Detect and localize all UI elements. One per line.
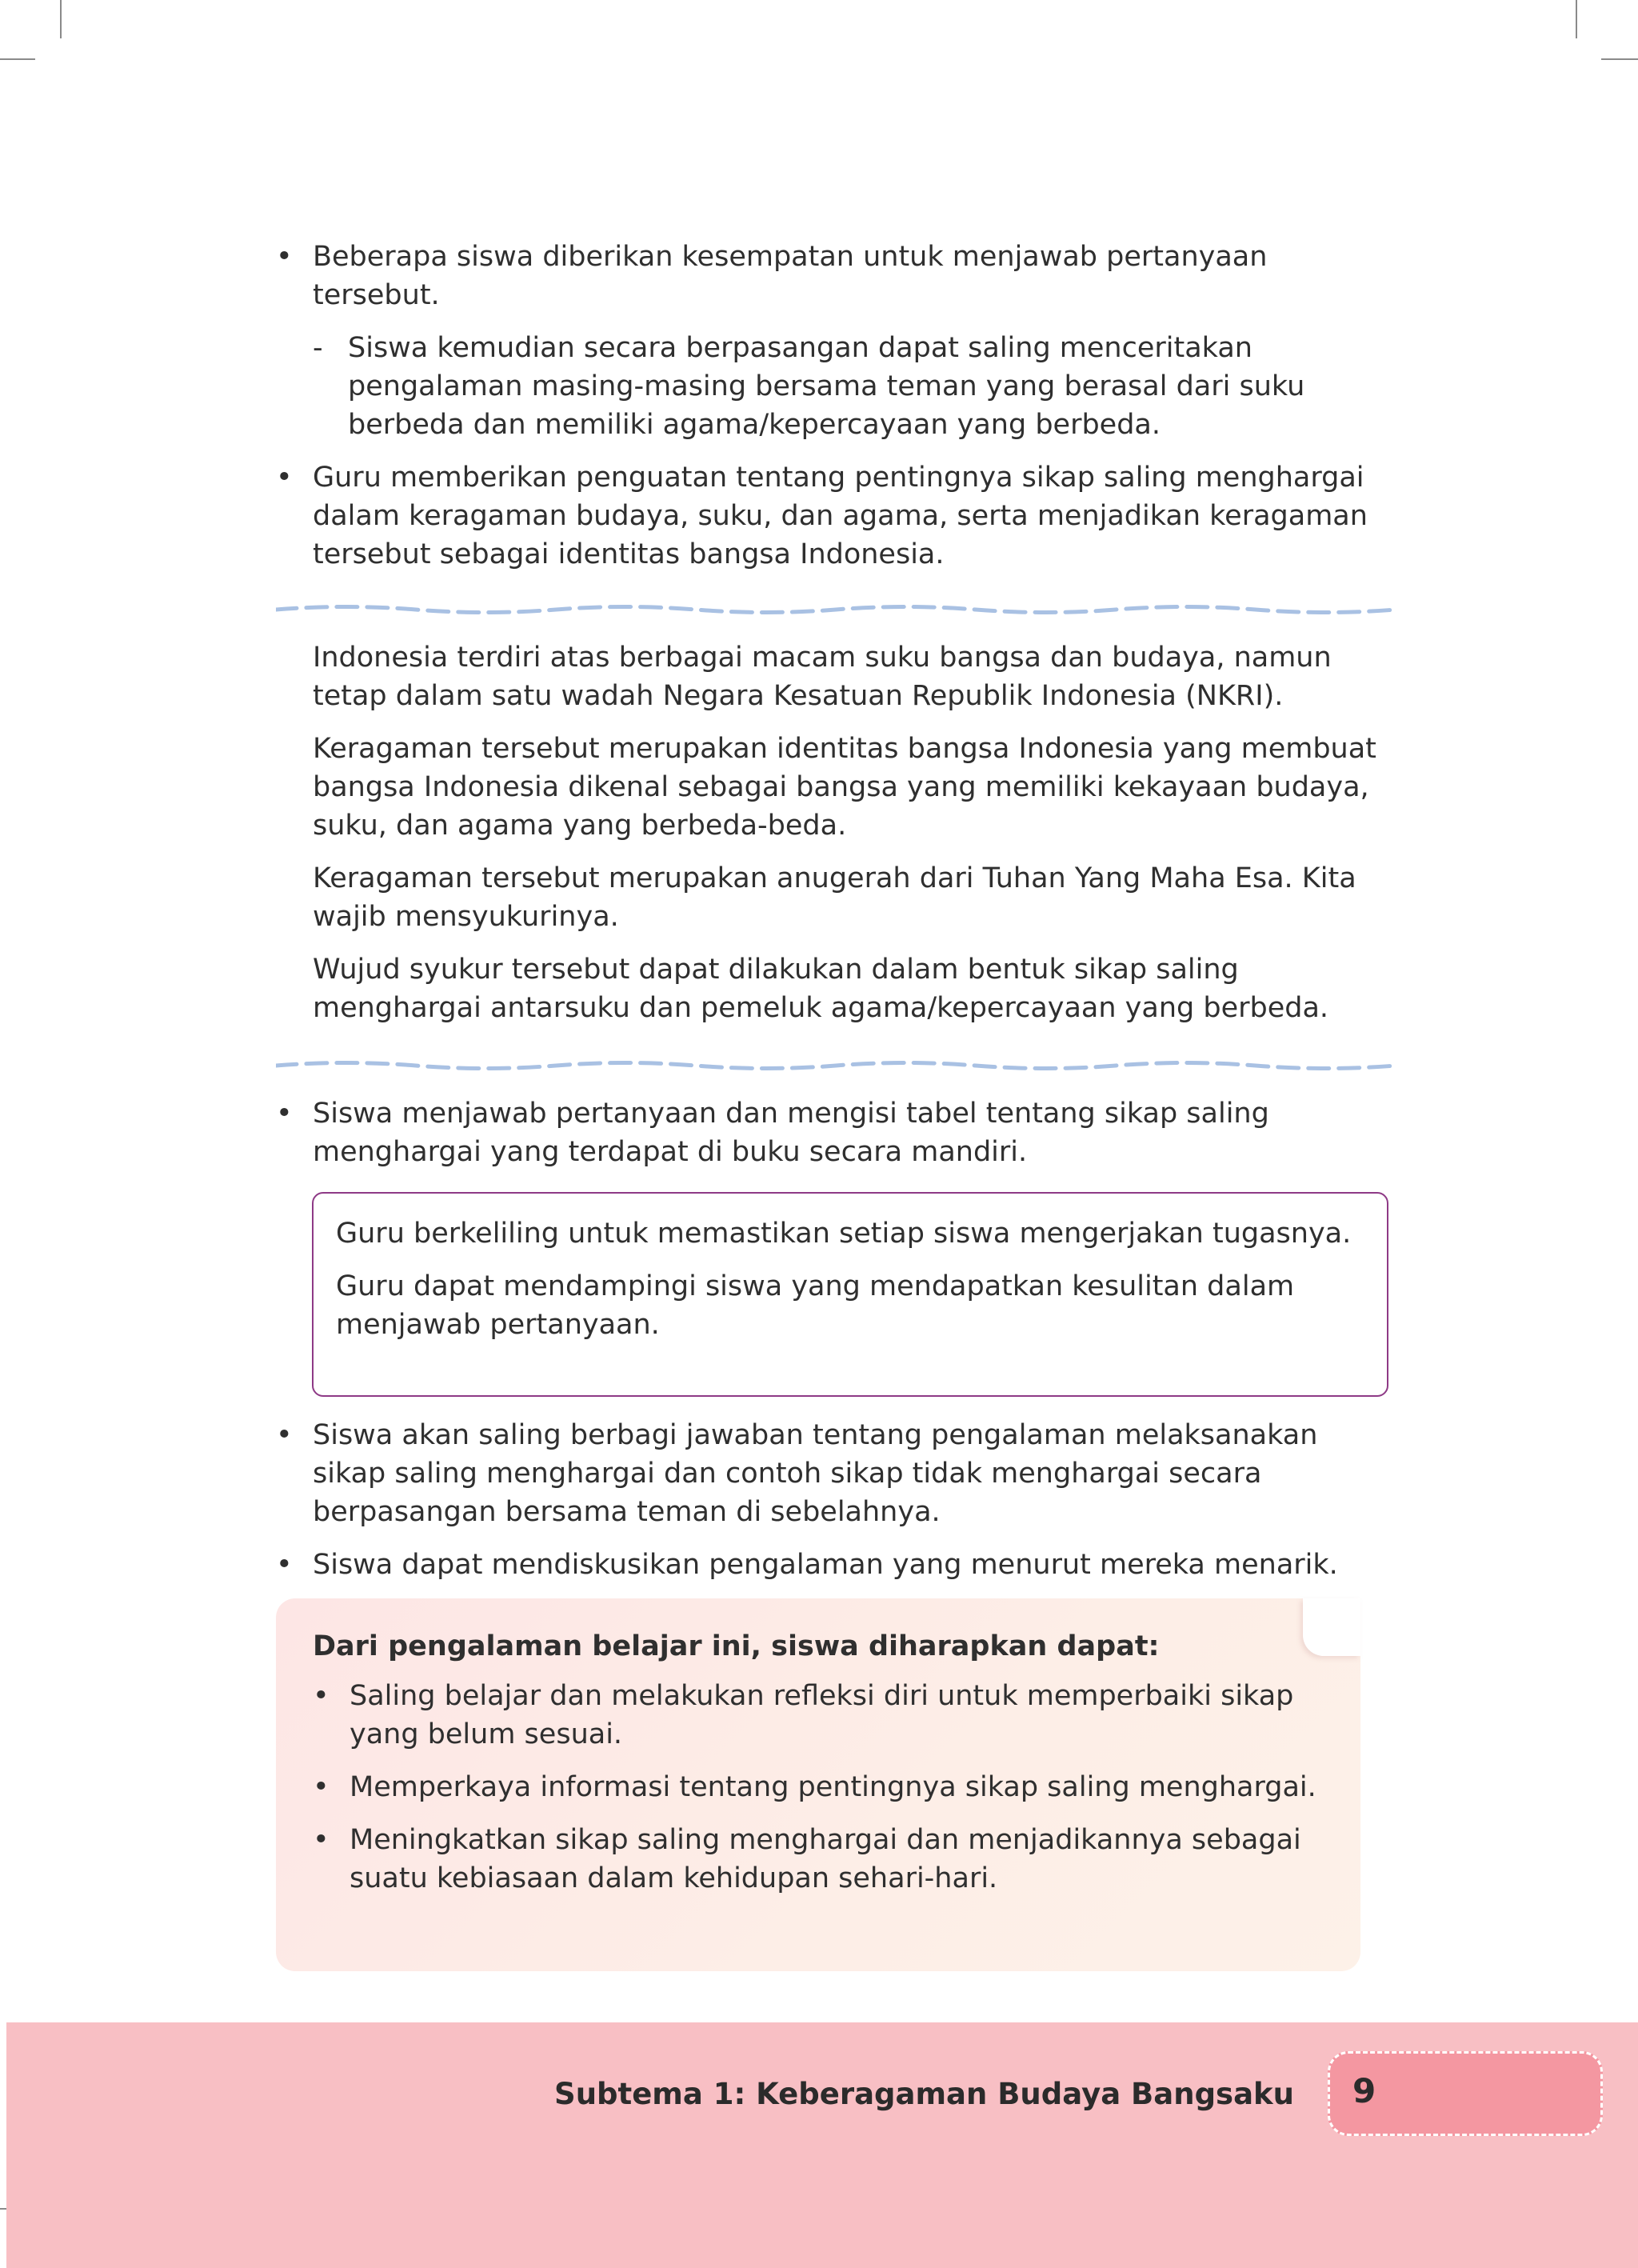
goal-item-text: Memperkaya informasi tentang pentingnya sikap saling menghargai. xyxy=(350,1771,1316,1803)
sub-list-item xyxy=(276,329,1396,444)
bullet-glyph: • xyxy=(313,1771,330,1803)
list-item xyxy=(276,1416,1396,1531)
list-item xyxy=(276,458,1396,574)
bullet-glyph: • xyxy=(276,1419,293,1451)
bullet-glyph: • xyxy=(276,1549,293,1581)
bullet-glyph: • xyxy=(276,462,293,494)
crop-mark xyxy=(1601,58,1638,60)
bullet-glyph: • xyxy=(276,1098,293,1130)
bullet-text: Siswa dapat mendiskusikan pengalaman yang menurut mereka menarik. xyxy=(313,1549,1338,1581)
bullet-text: Beberapa siswa diberikan kesempatan untuk menjawab pertanyaan tersebut. xyxy=(313,241,1268,311)
goal-item-text: Saling belajar dan melakukan refleksi diri untuk memperbaiki sikap yang belum sesuai. xyxy=(350,1680,1294,1750)
dashed-divider xyxy=(276,1058,1396,1074)
teacher-note-box xyxy=(312,1192,1388,1397)
bullet-glyph: • xyxy=(313,1824,330,1856)
dash-glyph: - xyxy=(313,332,323,364)
goal-item xyxy=(313,1677,1324,1754)
list-item xyxy=(276,1546,1396,1584)
list-item xyxy=(276,238,1396,314)
goal-item xyxy=(313,1821,1324,1898)
learning-goal-box xyxy=(276,1598,1360,1971)
page-number-badge xyxy=(1328,2051,1603,2136)
list-item xyxy=(276,1094,1396,1171)
bullet-text: Siswa menjawab pertanyaan dan mengisi tabel tentang sikap saling menghargai yang terdapat di buku secara mandiri. xyxy=(313,1098,1269,1168)
info-paragraph: Wujud syukur tersebut dapat dilakukan dalam bentuk sikap saling menghargai antarsuku dan pemeluk agama/kepercayaan yang berbeda. xyxy=(313,954,1329,1024)
crop-mark xyxy=(0,58,35,60)
bullet-glyph: • xyxy=(276,241,293,273)
info-paragraph: Keragaman tersebut merupakan identitas bangsa Indonesia yang membuat bangsa Indonesia dikenal sebagai bangsa yang memiliki kekayaan budaya, suku, dan agama yang berbeda-beda. xyxy=(313,733,1376,842)
bullet-glyph: • xyxy=(313,1680,330,1712)
mid-section xyxy=(276,1094,1396,1171)
note-paragraph: Guru dapat mendampingi siswa yang mendapatkan kesulitan dalam menjawab pertanyaan. xyxy=(336,1270,1295,1341)
crop-mark xyxy=(60,0,62,38)
note-paragraph: Guru berkeliling untuk memastikan setiap siswa mengerjakan tugasnya. xyxy=(336,1218,1352,1250)
sub-item-text: Siswa kemudian secara berpasangan dapat saling menceritakan pengalaman masing-masing bersama teman yang berasal dari suku berbeda dan memiliki agama/kepercayaan yang berbeda. xyxy=(348,332,1305,441)
folded-corner xyxy=(1303,1598,1360,1656)
page-number: 9 xyxy=(1352,2071,1376,2110)
page-footer xyxy=(6,2022,1638,2268)
bullet-text: Guru memberikan penguatan tentang pentingnya sikap saling menghargai dalam keragaman budaya, suku, dan agama, serta menjadikan keragaman tersebut sebagai identitas bangsa Indonesia. xyxy=(313,462,1368,570)
bullet-text: Siswa akan saling berbagi jawaban tentang pengalaman melaksanakan sikap saling menghargai dan contoh sikap tidak menghargai secara berpasangan bersama teman di sebelahnya. xyxy=(313,1419,1318,1528)
info-block xyxy=(276,638,1396,1042)
goal-item xyxy=(313,1768,1324,1806)
info-paragraph: Indonesia terdiri atas berbagai macam suku bangsa dan budaya, namun tetap dalam satu wadah Negara Kesatuan Republik Indonesia (NKRI). xyxy=(313,642,1332,712)
goal-item-text: Meningkatkan sikap saling menghargai dan menjadikannya sebagai suatu kebiasaan dalam kehidupan sehari-hari. xyxy=(350,1824,1301,1894)
dashed-divider xyxy=(276,602,1396,618)
lower-section xyxy=(276,1416,1396,1584)
top-section xyxy=(276,238,1396,574)
goal-heading: Dari pengalaman belajar ini, siswa diharapkan dapat: xyxy=(313,1630,1160,1662)
info-paragraph: Keragaman tersebut merupakan anugerah dari Tuhan Yang Maha Esa. Kita wajib mensyukurinya. xyxy=(313,862,1356,933)
crop-mark xyxy=(1576,0,1577,38)
subtheme-title: Subtema 1: Keberagaman Budaya Bangsaku xyxy=(554,2077,1294,2111)
